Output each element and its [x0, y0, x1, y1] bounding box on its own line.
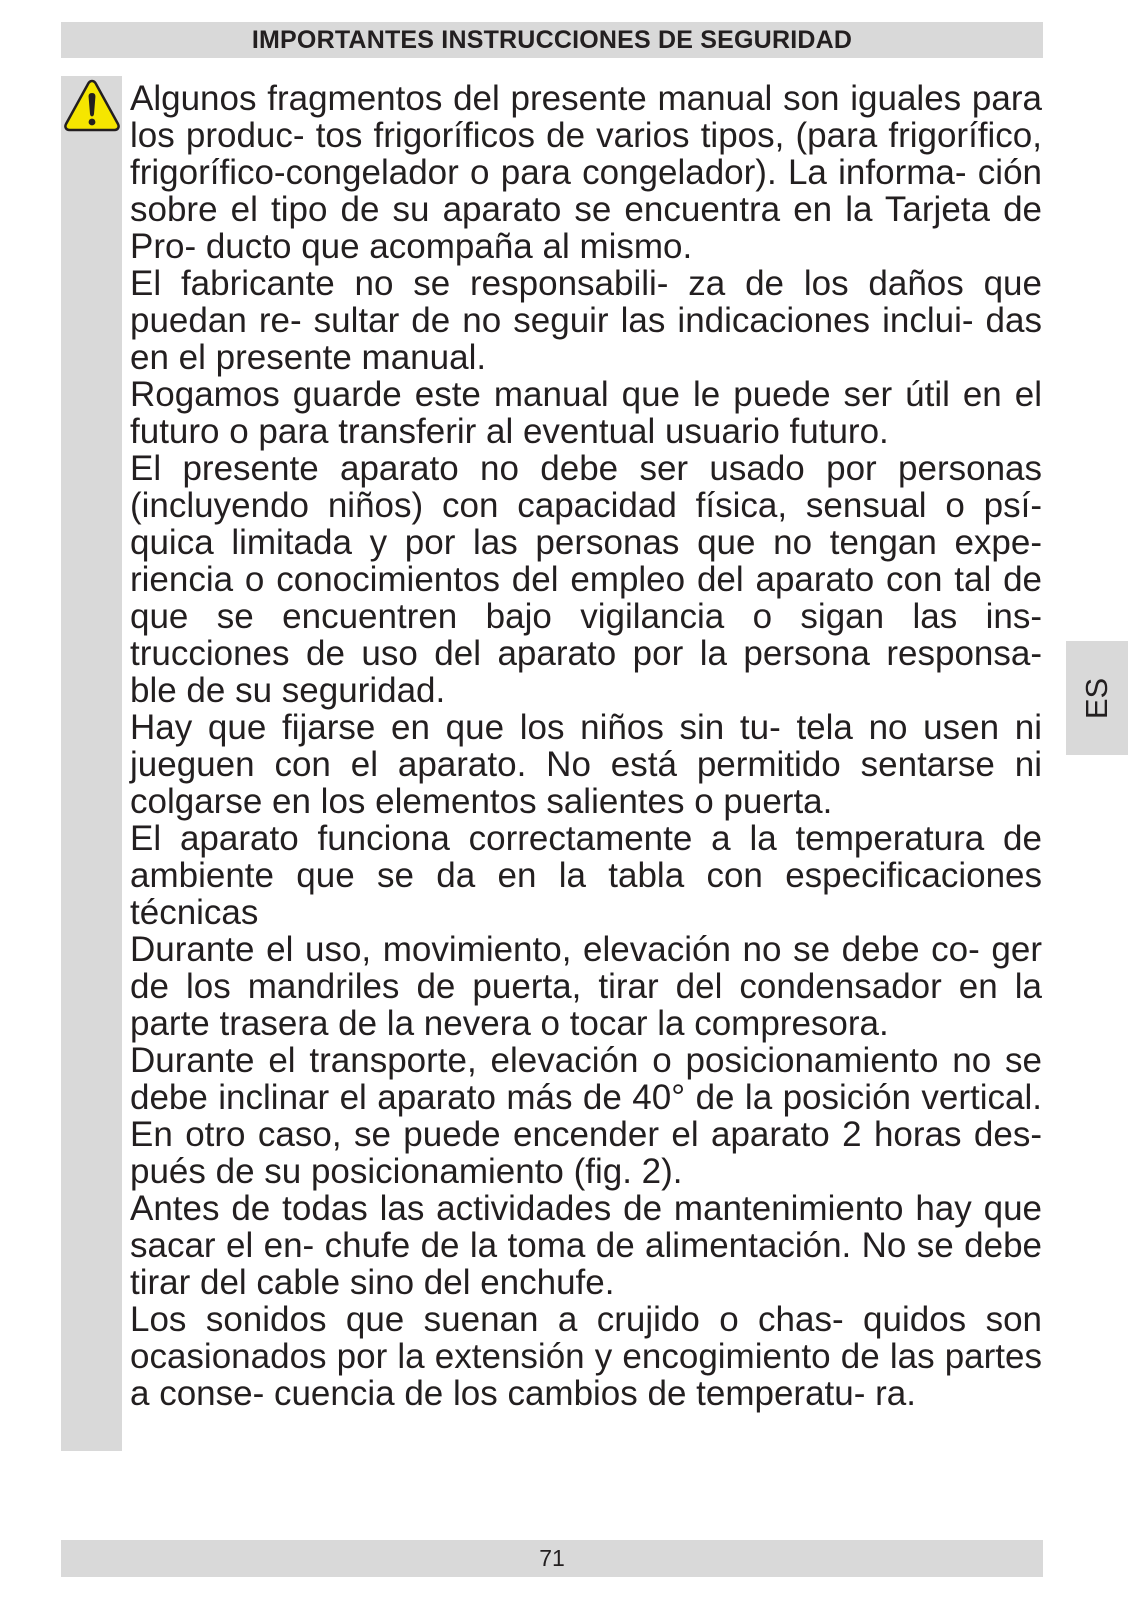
footer-bar [61, 1540, 1043, 1577]
header-bar [61, 22, 1043, 58]
paragraph: El presente aparato no debe ser usado por personas (incluyendo niños) con capacidad física, sensual o psí- quica limitada y por las personas que no tengan expe- riencia o conocimientos del empleo del aparato con tal de que se encuentren bajo vigilancia o sigan las ins- trucciones de uso del aparato por la persona responsa- ble de su seguridad. [130, 449, 1042, 710]
warning-triangle-icon [63, 78, 121, 132]
paragraph: El fabricante no se responsabili- za de los daños que puedan re- sultar de no seguir las indicaciones inclui- das en el presente manual. [130, 264, 1042, 377]
language-tab [1066, 641, 1128, 755]
safety-instructions-text [130, 80, 1042, 1412]
paragraph: Los sonidos que suenan a crujido o chas- quidos son ocasionados por la extensión y encogimiento de las partes a conse- cuencia de los cambios de temperatu- ra. [130, 1300, 1042, 1413]
paragraph: El aparato funciona correctamente a la temperatura de ambiente que se da en la tabla con especificaciones técnicas [130, 819, 1042, 932]
paragraph: Durante el transporte, elevación o posicionamiento no se debe inclinar el aparato más de 40° de la posición vertical. En otro caso, se puede encender el aparato 2 horas des- pués de su posicionamiento (fig. 2). [130, 1041, 1042, 1191]
paragraph: Hay que fijarse en que los niños sin tu- tela no usen ni jueguen con el aparato. No está permitido sentarse ni colgarse en los elementos salientes o puerta. [130, 708, 1042, 821]
warning-side-strip [61, 76, 122, 1451]
paragraph: Algunos fragmentos del presente manual son iguales para los produc- tos frigoríficos de varios tipos, (para frigorífico, frigorífico-congelador o para congelador). La informa- ción sobre el tipo de su aparato se encuentra en la Tarjeta de Pro- ducto que acompaña al mismo. [130, 79, 1042, 266]
page-title: IMPORTANTES INSTRUCCIONES DE SEGURIDAD [251, 25, 853, 54]
paragraph: Durante el uso, movimiento, elevación no se debe co- ger de los mandriles de puerta, tirar del condensador en la parte trasera de la nevera o tocar la compresora. [130, 930, 1042, 1043]
page-number: 71 [539, 1545, 565, 1571]
paragraph: Rogamos guarde este manual que le puede ser útil en el futuro o para transferir al eventual usuario futuro. [130, 375, 1042, 451]
language-tab-label: ES [1079, 677, 1115, 719]
paragraph: Antes de todas las actividades de mantenimiento hay que sacar el en- chufe de la toma de alimentación. No se debe tirar del cable sino del enchufe. [130, 1189, 1042, 1302]
